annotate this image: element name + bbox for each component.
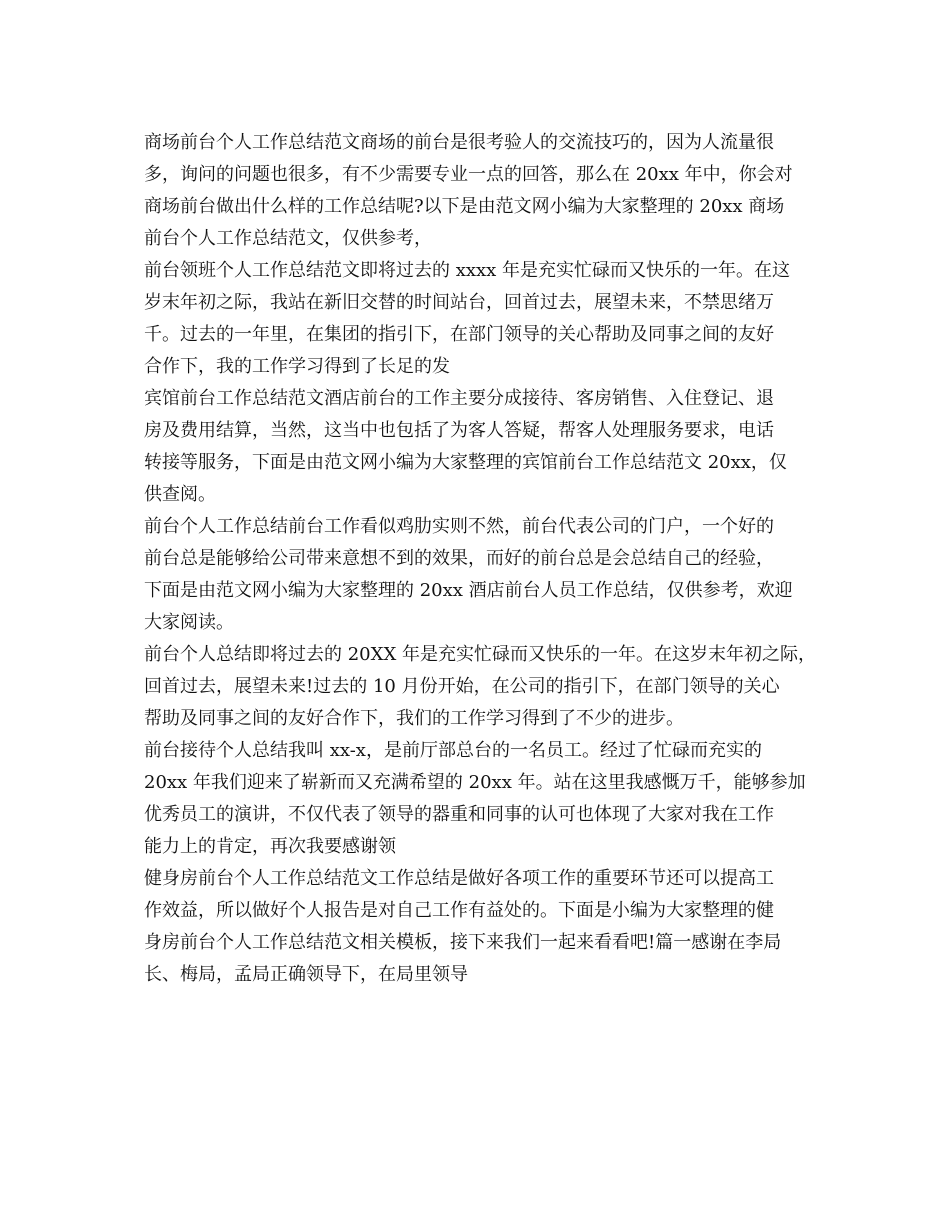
text-line: 回首过去，展望未来!过去的 10 月份开始，在公司的指引下，在部门领导的关心 — [144, 676, 780, 697]
text-line: 前台个人工作总结范文，仅供参考， — [144, 228, 432, 249]
text-line: 商场前台个人工作总结范文商场的前台是很考验人的交流技巧的，因为人流量很 — [144, 132, 774, 153]
text-line: 转接等服务，下面是由范文网小编为大家整理的宾馆前台工作总结范文 20xx，仅 — [144, 452, 787, 473]
document-body — [144, 127, 814, 991]
text-line: 合作下，我的工作学习得到了长足的发 — [144, 356, 450, 377]
text-line: 作效益，所以做好个人报告是对自己工作有益处的。下面是小编为大家整理的健 — [144, 900, 774, 921]
text-line: 前台接待个人总结我叫 xx-x，是前厅部总台的一名员工。经过了忙碌而充实的 — [144, 740, 762, 761]
text-line: 大家阅读。 — [144, 612, 234, 633]
text-line: 长、梅局，孟局正确领导下，在局里领导 — [144, 964, 468, 985]
text-line: 前台个人工作总结前台工作看似鸡肋实则不然，前台代表公司的门户，一个好的 — [144, 516, 774, 537]
text-line: 20xx 年我们迎来了崭新而又充满希望的 20xx 年。站在这里我感慨万千，能够参加 — [144, 772, 806, 793]
text-line: 优秀员工的演讲，不仅代表了领导的器重和同事的认可也体现了大家对我在工作 — [144, 804, 774, 825]
text-line: 供查阅。 — [144, 484, 216, 505]
text-line: 身房前台个人工作总结范文相关模板，接下来我们一起来看看吧!篇一感谢在李局 — [144, 932, 782, 953]
text-line: 商场前台做出什么样的工作总结呢?以下是由范文网小编为大家整理的 20xx 商场 — [144, 196, 785, 217]
text-line: 岁末年初之际，我站在新旧交替的时间站台，回首过去，展望未来，不禁思绪万 — [144, 292, 774, 313]
text-line: 健身房前台个人工作总结范文工作总结是做好各项工作的重要环节还可以提高工 — [144, 868, 774, 889]
text-line: 多，询问的问题也很多，有不少需要专业一点的回答，那么在 20xx 年中，你会对 — [144, 164, 793, 185]
text-line: 千。过去的一年里，在集团的指引下，在部门领导的关心帮助及同事之间的友好 — [144, 324, 774, 345]
text-line: 前台总是能够给公司带来意想不到的效果，而好的前台总是会总结自己的经验， — [144, 548, 774, 569]
text-line: 帮助及同事之间的友好合作下，我们的工作学习得到了不少的进步。 — [144, 708, 684, 729]
text-line: 宾馆前台工作总结范文酒店前台的工作主要分成接待、客房销售、入住登记、退 — [144, 388, 774, 409]
text-line: 房及费用结算，当然，这当中也包括了为客人答疑，帮客人处理服务要求，电话 — [144, 420, 774, 441]
text-line: 前台领班个人工作总结范文即将过去的 xxxx 年是充实忙碌而又快乐的一年。在这 — [144, 260, 791, 281]
text-line: 能力上的肯定，再次我要感谢领 — [144, 836, 396, 857]
text-line: 下面是由范文网小编为大家整理的 20xx 酒店前台人员工作总结，仅供参考，欢迎 — [144, 580, 793, 601]
text-line: 前台个人总结即将过去的 20XX 年是充实忙碌而又快乐的一年。在这岁末年初之际， — [144, 644, 816, 665]
